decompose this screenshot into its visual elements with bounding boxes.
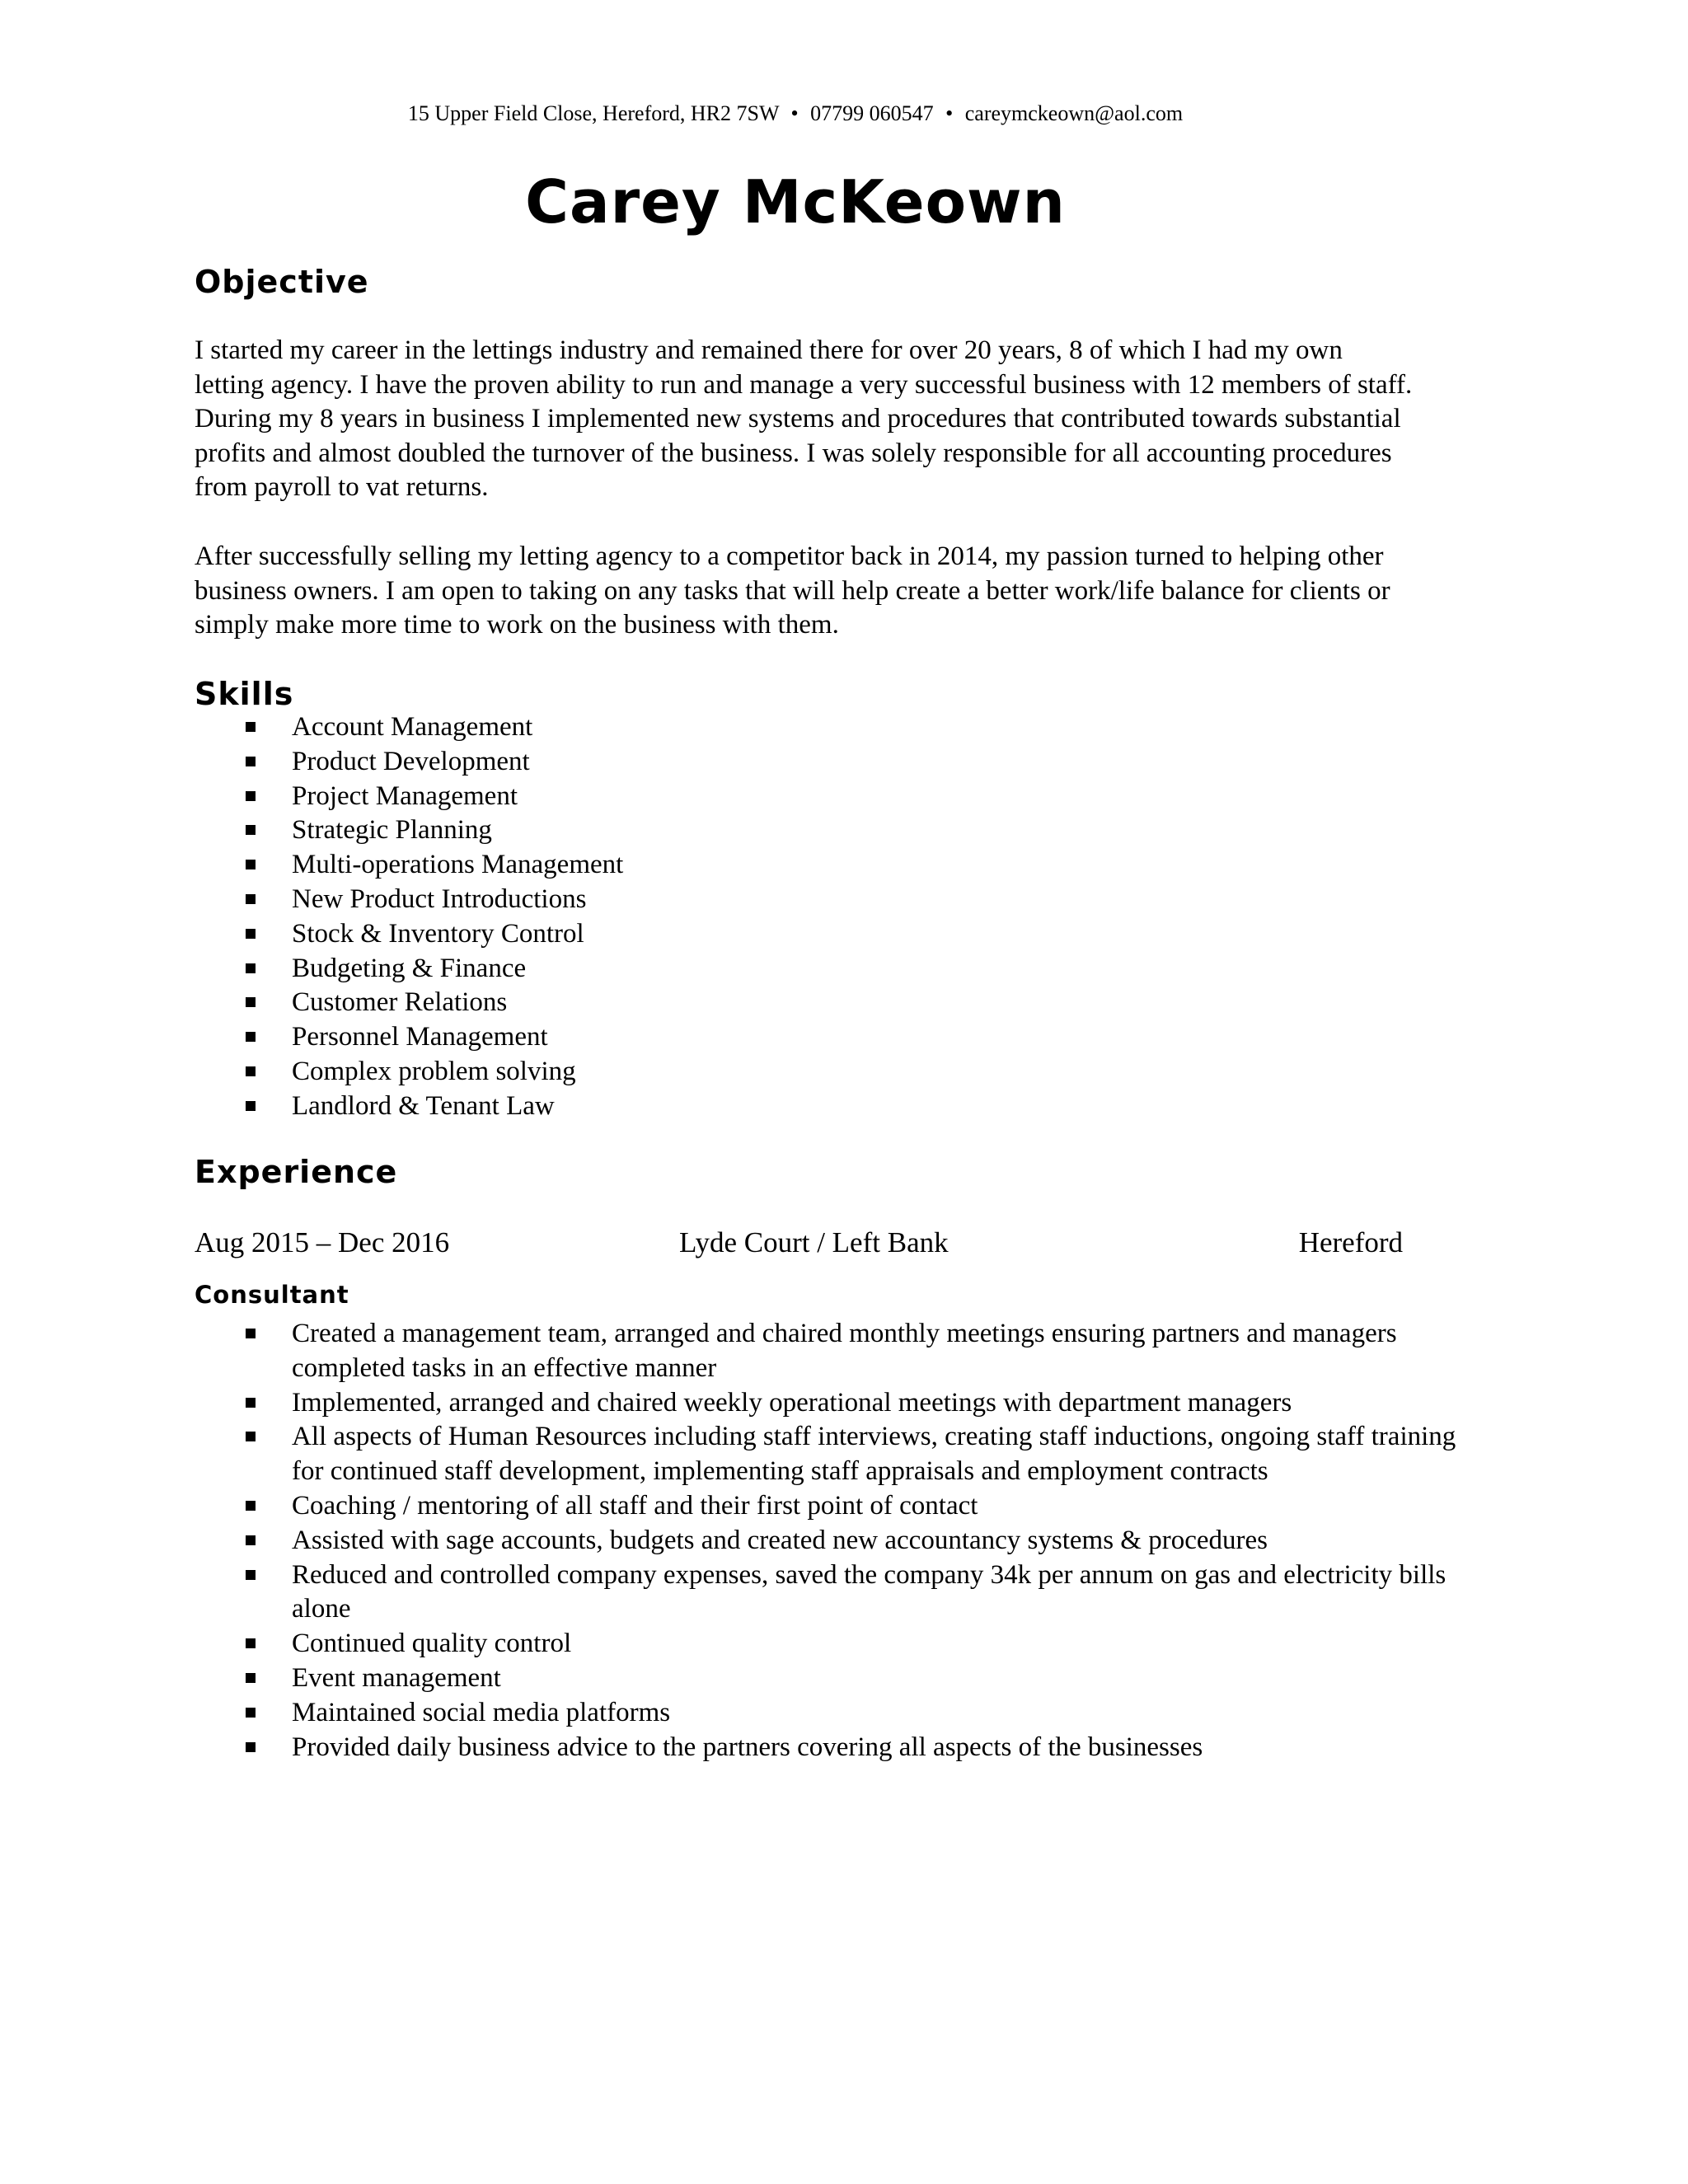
square-bullet-icon [246,1432,256,1441]
skills-heading: Skills [195,676,294,712]
objective-paragraph-1: I started my career in the lettings industry and remained there for over 20 years, 8 of which I had my own letting agency. I have the proven ability to run and manage a very successful business with 12 members of staff. During my 8 years in business I implemented new systems and procedures that contributed towards substantial profits and almost doubled the turnover of the business. I was solely responsible for all accounting procedures from payroll to vat returns. [195,335,1413,502]
job-title: Consultant [195,1281,349,1309]
skill-item [195,745,623,780]
job-duties-list [195,1317,1464,1765]
square-bullet-icon [246,1501,256,1511]
skill-item-text: Complex problem solving [292,1056,576,1086]
skill-item-text: Budgeting & Finance [292,953,527,983]
skill-item [195,986,623,1020]
square-bullet-icon [246,722,256,732]
job-location: Hereford [1298,1226,1403,1258]
skill-item [195,1055,623,1090]
square-bullet-icon [246,825,256,835]
duty-item [195,1524,1464,1558]
square-bullet-icon [246,1742,256,1752]
duty-item [195,1558,1464,1628]
square-bullet-icon [246,1535,256,1545]
skill-item [195,848,623,883]
objective-heading: Objective [195,264,369,300]
contact-email[interactable]: careymckeown@aol.com [964,101,1184,125]
duty-item-text: All aspects of Human Resources including staff interviews, creating staff inductions, ongoing staff training for continued staff development, implementing staff appraisals and employment contracts [292,1422,1456,1487]
square-bullet-icon [246,1673,256,1683]
square-bullet-icon [246,894,256,904]
square-bullet-icon [246,1329,256,1338]
square-bullet-icon [246,791,256,801]
square-bullet-icon [246,1398,256,1408]
duty-item-text: Coaching / mentoring of all staff and their first point of contact [292,1490,978,1521]
candidate-name: Carey McKeown [525,167,1066,237]
duty-item-text: Assisted with sage accounts, budgets and created new accountancy systems & procedures [292,1525,1268,1555]
contact-address: 15 Upper Field Close, Hereford, HR2 7SW [407,101,780,125]
duty-item [195,1661,1464,1696]
square-bullet-icon [246,1638,256,1648]
duty-item [195,1489,1464,1524]
duty-item-text: Reduced and controlled company expenses, saved the company 34k per annum on gas and electricity bills alone [292,1559,1447,1624]
square-bullet-icon [246,997,256,1007]
duty-item-text: Event management [292,1662,501,1693]
skill-item [195,780,623,814]
contact-phone: 07799 060547 [810,101,934,125]
skill-item-text: Account Management [292,712,533,742]
square-bullet-icon [246,1708,256,1718]
duty-item [195,1731,1464,1765]
skill-item [195,1090,623,1124]
square-bullet-icon [246,1066,256,1076]
bullet-separator-icon: • [945,101,954,125]
duty-item [195,1386,1464,1421]
job-header [195,1225,1403,1261]
contact-line [0,97,1591,130]
skill-item [195,1020,623,1055]
duty-item [195,1696,1464,1731]
duty-item-text: Implemented, arranged and chaired weekly operational meetings with department managers [292,1387,1292,1418]
square-bullet-icon [246,1101,256,1111]
duty-item-text: Provided daily business advice to the partners covering all aspects of the businesses [292,1732,1203,1762]
skill-item [195,917,623,952]
skills-list [195,710,623,1124]
skill-item [195,952,623,987]
job-dates: Aug 2015 – Dec 2016 [195,1226,450,1258]
square-bullet-icon [246,757,256,766]
objective-paragraph-2: After successfully selling my letting agency to a competitor back in 2014, my passion turned to helping other business owners. I am open to taking on any tasks that will help create a better work/life balance for clients or simply make more time to work on the business with them. [195,541,1390,640]
square-bullet-icon [246,1032,256,1042]
skill-item-text: Multi-operations Management [292,850,624,880]
duty-item [195,1317,1464,1386]
bullet-separator-icon: • [790,101,799,125]
experience-heading: Experience [195,1154,398,1190]
skill-item [195,710,623,745]
skill-item-text: Personnel Management [292,1022,548,1052]
square-bullet-icon [246,1570,256,1580]
square-bullet-icon [246,963,256,973]
square-bullet-icon [246,860,256,869]
job-company: Lyde Court / Left Bank [679,1226,949,1258]
duty-item-text: Maintained social media platforms [292,1697,671,1727]
skill-item-text: Landlord & Tenant Law [292,1090,555,1121]
skill-item [195,813,623,848]
skill-item-text: Strategic Planning [292,815,492,846]
duty-item [195,1420,1464,1489]
duty-item-text: Continued quality control [292,1629,572,1659]
duty-item [195,1627,1464,1661]
skill-item-text: Stock & Inventory Control [292,918,584,949]
skill-item [195,883,623,917]
square-bullet-icon [246,929,256,939]
skill-item-text: Customer Relations [292,987,508,1018]
duty-item-text: Created a management team, arranged and chaired monthly meetings ensuring partners and managers completed tasks in an effective manner [292,1319,1397,1383]
skill-item-text: Project Management [292,780,518,811]
skill-item-text: New Product Introductions [292,883,587,914]
skill-item-text: Product Development [292,746,530,776]
